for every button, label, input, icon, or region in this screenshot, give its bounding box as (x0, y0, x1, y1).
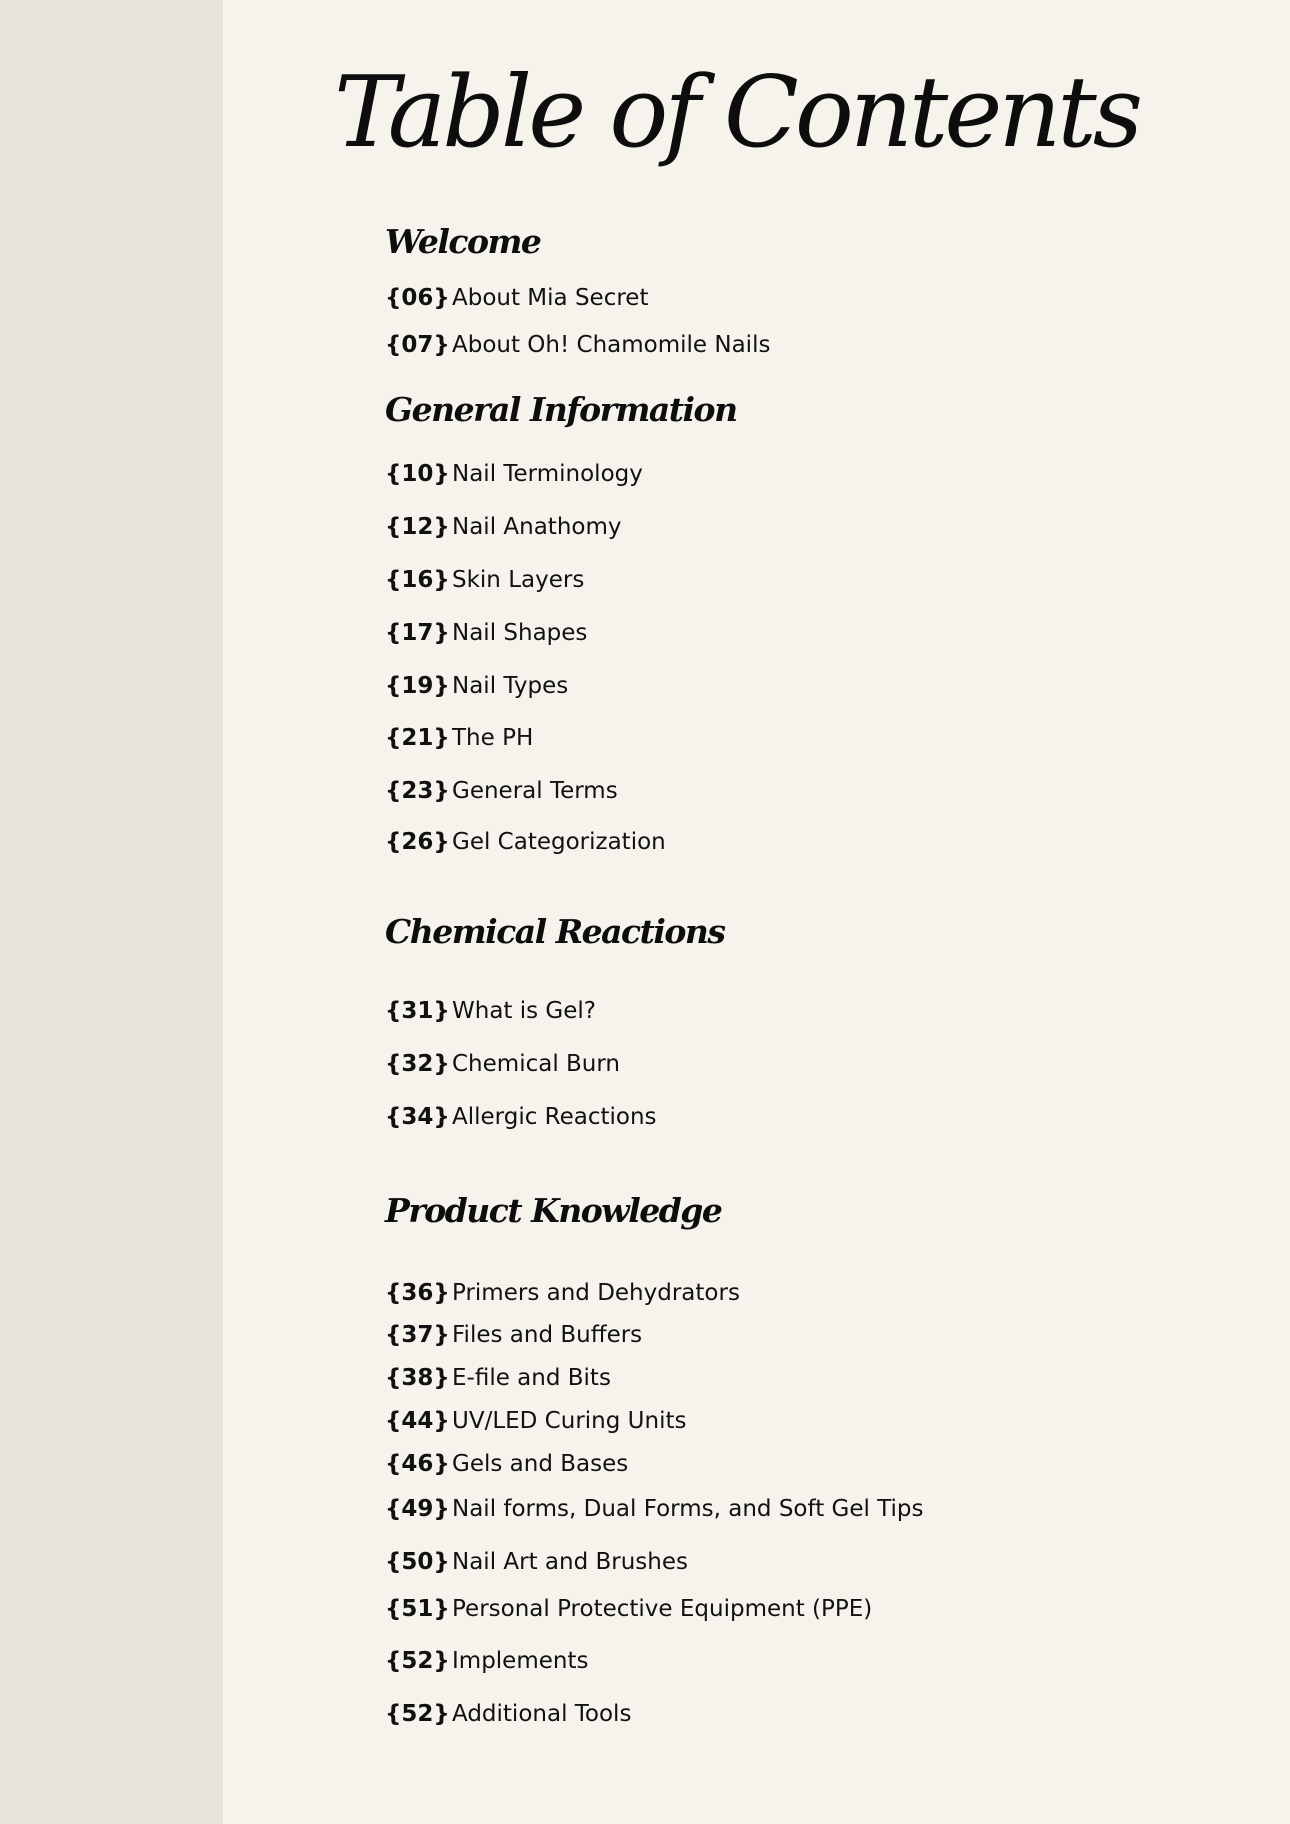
toc-page-number: {17} (385, 620, 450, 646)
toc-entry-chemical-burn[interactable] (385, 1049, 620, 1079)
toc-page-number: {37} (385, 1322, 450, 1348)
toc-entry-label: What is Gel? (452, 998, 596, 1024)
toc-entry-files-and-buffers[interactable] (385, 1320, 642, 1350)
toc-entry-label: Nail Types (452, 673, 569, 699)
toc-page-number: {52} (385, 1701, 450, 1727)
toc-entry-about-mia-secret[interactable] (385, 283, 648, 313)
toc-page-number: {38} (385, 1365, 450, 1391)
toc-entry-label: E-file and Bits (452, 1365, 611, 1391)
toc-entry-the-ph[interactable] (385, 723, 533, 753)
toc-entry-nail-terminology[interactable] (385, 459, 643, 489)
toc-entry-what-is-gel[interactable] (385, 996, 596, 1026)
toc-page-number: {07} (385, 332, 450, 358)
toc-page-number: {52} (385, 1648, 450, 1674)
toc-page-number: {34} (385, 1104, 450, 1130)
toc-entry-label: Nail Shapes (452, 620, 588, 646)
toc-entry-label: Chemical Burn (452, 1051, 621, 1077)
toc-entry-label: Files and Buffers (452, 1322, 643, 1348)
section-heading-welcome: Welcome (385, 222, 541, 261)
section-heading-product-knowledge: Product Knowledge (385, 1191, 722, 1230)
toc-entry-uv-led-curing-units[interactable] (385, 1406, 686, 1436)
toc-page-number: {36} (385, 1280, 450, 1306)
page-title: Table of Contents (334, 56, 1140, 170)
toc-entry-label: General Terms (452, 778, 618, 804)
toc-entry-gels-and-bases[interactable] (385, 1449, 628, 1479)
toc-entry-label: Skin Layers (452, 567, 585, 593)
section-heading-chemical-reactions: Chemical Reactions (385, 912, 725, 951)
toc-entry-gel-categorization[interactable] (385, 827, 666, 857)
toc-page-number: {31} (385, 998, 450, 1024)
toc-entry-nail-anathomy[interactable] (385, 512, 621, 542)
toc-entry-about-oh-chamomile-nails[interactable] (385, 330, 770, 360)
toc-page-number: {19} (385, 673, 450, 699)
toc-page-number: {46} (385, 1451, 450, 1477)
toc-entry-personal-protective-equipment[interactable] (385, 1594, 872, 1624)
toc-page-number: {51} (385, 1596, 450, 1622)
toc-entry-label: Nail Art and Brushes (452, 1549, 688, 1575)
toc-entry-general-terms[interactable] (385, 776, 618, 806)
toc-entry-label: Additional Tools (452, 1701, 632, 1727)
toc-entry-label: Nail Anathomy (452, 514, 622, 540)
toc-page-number: {16} (385, 567, 450, 593)
toc-page-number: {06} (385, 285, 450, 311)
toc-entry-label: Allergic Reactions (452, 1104, 657, 1130)
toc-page-number: {21} (385, 725, 450, 751)
toc-page-number: {10} (385, 461, 450, 487)
toc-entry-e-file-and-bits[interactable] (385, 1363, 611, 1393)
toc-entry-label: UV/LED Curing Units (452, 1408, 687, 1434)
toc-entry-label: Gels and Bases (452, 1451, 629, 1477)
toc-entry-additional-tools[interactable] (385, 1699, 631, 1729)
toc-entry-label: Primers and Dehydrators (452, 1280, 740, 1306)
toc-entry-nail-forms-dual-forms-soft-gel-tips[interactable] (385, 1494, 924, 1524)
toc-entry-label: Gel Categorization (452, 829, 666, 855)
section-heading-general-information: General Information (385, 390, 737, 429)
toc-entry-label: The PH (452, 725, 534, 751)
toc-entry-skin-layers[interactable] (385, 565, 584, 595)
toc-page-number: {44} (385, 1408, 450, 1434)
toc-entry-label: Implements (452, 1648, 589, 1674)
toc-entry-label: About Oh! Chamomile Nails (452, 332, 771, 358)
toc-entry-label: Personal Protective Equipment (PPE) (452, 1596, 873, 1622)
toc-entry-label: About Mia Secret (452, 285, 649, 311)
toc-entry-label: Nail Terminology (452, 461, 643, 487)
toc-entry-nail-art-and-brushes[interactable] (385, 1547, 688, 1577)
toc-page-number: {32} (385, 1051, 450, 1077)
toc-page-number: {23} (385, 778, 450, 804)
toc-page-number: {49} (385, 1496, 450, 1522)
toc-page-number: {26} (385, 829, 450, 855)
toc-entry-implements[interactable] (385, 1646, 588, 1676)
toc-page-number: {50} (385, 1549, 450, 1575)
toc-entry-nail-shapes[interactable] (385, 618, 587, 648)
toc-page-number: {12} (385, 514, 450, 540)
toc-entry-primers-and-dehydrators[interactable] (385, 1278, 740, 1308)
toc-entry-label: Nail forms, Dual Forms, and Soft Gel Tips (452, 1496, 924, 1522)
toc-entry-allergic-reactions[interactable] (385, 1102, 657, 1132)
sidebar-strip (0, 0, 223, 1824)
toc-entry-nail-types[interactable] (385, 671, 568, 701)
